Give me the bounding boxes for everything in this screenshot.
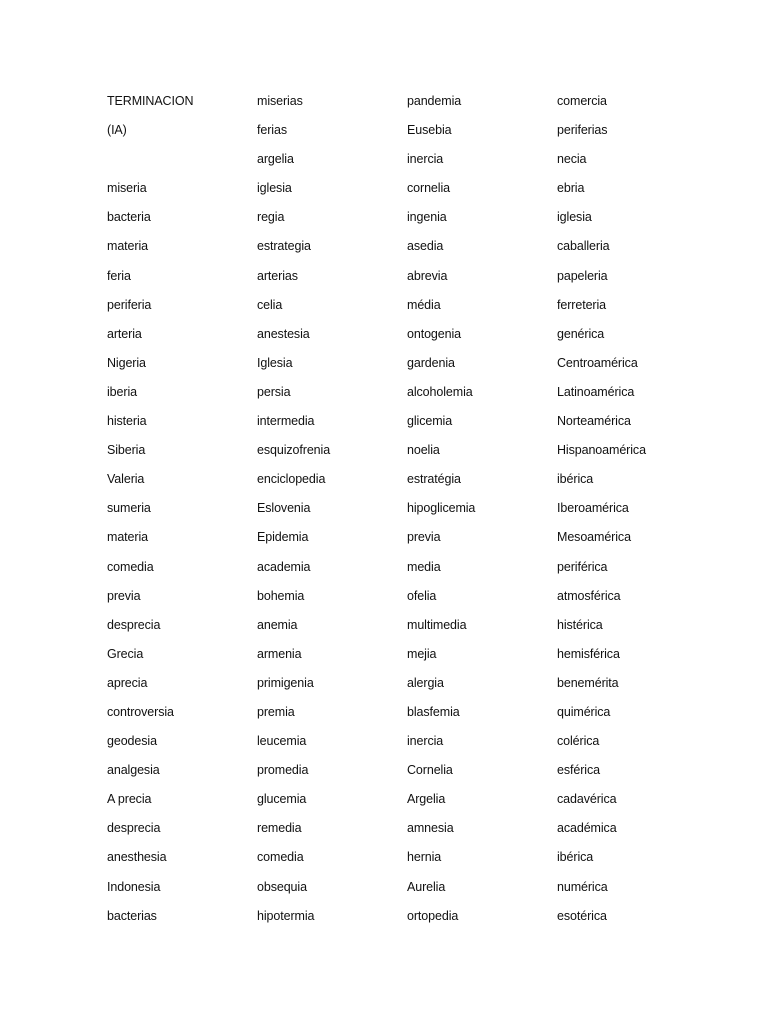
word-item: alcoholemia xyxy=(407,384,473,399)
word-item: estrategia xyxy=(257,239,311,254)
word-item: sumeria xyxy=(107,501,151,516)
word-item: multimedia xyxy=(407,617,467,632)
word-item: periferia xyxy=(107,297,152,312)
word-item: esquizofrenia xyxy=(257,443,331,458)
word-item: promedia xyxy=(257,763,309,778)
word-item: alergia xyxy=(407,675,444,690)
heading-text: TERMINACION xyxy=(107,94,194,108)
word-item: académica xyxy=(557,821,617,836)
word-item: Indonesia xyxy=(107,879,161,894)
word-item: Valeria xyxy=(107,472,145,487)
word-item: Grecia xyxy=(107,646,144,661)
word-item: hernia xyxy=(407,850,442,865)
word-item: Centroamérica xyxy=(557,355,638,370)
word-item: comercia xyxy=(557,94,607,108)
word-item: estratégia xyxy=(407,472,461,487)
word-item: intermedia xyxy=(257,414,315,429)
word-item: comedia xyxy=(257,850,304,865)
word-item: comedia xyxy=(107,559,154,574)
word-item: iglesia xyxy=(557,210,592,225)
word-item: argelia xyxy=(257,152,294,167)
word-item: miserias xyxy=(257,94,303,108)
word-item: atmosférica xyxy=(557,588,621,603)
word-item: remedia xyxy=(257,821,302,836)
word-item: blasfemia xyxy=(407,704,460,719)
word-item: geodesia xyxy=(107,734,157,749)
word-item: inercia xyxy=(407,734,444,749)
word-column-3 xyxy=(407,88,567,932)
word-item: desprecia xyxy=(107,617,161,632)
word-item: controversia xyxy=(107,704,174,719)
word-item: ibérica xyxy=(557,472,594,487)
word-item: caballeria xyxy=(557,239,610,254)
word-item: amnesia xyxy=(407,821,454,836)
word-item: desprecia xyxy=(107,821,161,836)
word-column-2 xyxy=(257,88,417,932)
word-item: feria xyxy=(107,268,131,283)
word-item: papeleria xyxy=(557,268,608,283)
word-item: enciclopedia xyxy=(257,472,326,487)
word-item: hipoglicemia xyxy=(407,501,476,516)
word-item: Eusebia xyxy=(407,123,452,138)
word-item: premia xyxy=(257,704,295,719)
word-item: Argelia xyxy=(407,792,446,807)
word-item: ferreteria xyxy=(557,297,607,312)
word-item: anesthesia xyxy=(107,850,167,865)
word-item: previa xyxy=(407,530,441,545)
word-item: Eslovenia xyxy=(257,501,311,516)
word-item: quimérica xyxy=(557,704,611,719)
word-item: miseria xyxy=(107,181,147,196)
word-item: hipotermia xyxy=(257,908,315,923)
word-item: armenia xyxy=(257,646,302,661)
word-item: histérica xyxy=(557,617,603,632)
word-item: periferias xyxy=(557,123,608,138)
word-item: media xyxy=(407,559,441,574)
word-item: histeria xyxy=(107,414,147,429)
word-item: bacteria xyxy=(107,210,151,225)
word-item: esotérica xyxy=(557,908,607,923)
word-item: leucemia xyxy=(257,734,307,749)
word-item: genérica xyxy=(557,326,605,341)
word-item: ibérica xyxy=(557,850,594,865)
word-item: colérica xyxy=(557,734,600,749)
word-item: Iglesia xyxy=(257,355,293,370)
word-item: bohemia xyxy=(257,588,305,603)
word-item: Hispanoamérica xyxy=(557,443,646,458)
word-item: obsequia xyxy=(257,879,307,894)
word-item: ofelia xyxy=(407,588,437,603)
word-item: inercia xyxy=(407,152,444,167)
word-item: celia xyxy=(257,297,283,312)
word-item: cornelia xyxy=(407,181,450,196)
word-item: glicemia xyxy=(407,414,453,429)
word-item: Aurelia xyxy=(407,879,446,894)
word-column-4 xyxy=(557,88,717,932)
word-item: mejia xyxy=(407,646,437,661)
word-item: Mesoamérica xyxy=(557,530,631,545)
word-item: materia xyxy=(107,530,148,545)
word-item: Cornelia xyxy=(407,763,453,778)
word-item: cadavérica xyxy=(557,792,617,807)
word-item: ingenia xyxy=(407,210,447,225)
word-item: noelia xyxy=(407,443,440,458)
word-item: pandemia xyxy=(407,94,462,108)
word-item: analgesia xyxy=(107,763,160,778)
word-item: gardenia xyxy=(407,355,455,370)
word-item: ebria xyxy=(557,181,585,196)
word-item: iglesia xyxy=(257,181,292,196)
word-item: média xyxy=(407,297,441,312)
word-item: primigenia xyxy=(257,675,314,690)
word-item: academia xyxy=(257,559,311,574)
word-item: hemisférica xyxy=(557,646,620,661)
word-item: persia xyxy=(257,384,291,399)
heading-text: (IA) xyxy=(107,123,127,138)
word-item: esférica xyxy=(557,763,600,778)
word-item: abrevia xyxy=(407,268,448,283)
word-item: arterias xyxy=(257,268,298,283)
word-item: Epidemia xyxy=(257,530,309,545)
word-item: anestesia xyxy=(257,326,310,341)
word-item: asedia xyxy=(407,239,444,254)
word-item: Nigeria xyxy=(107,355,146,370)
word-item: Norteamérica xyxy=(557,414,631,429)
word-item: aprecia xyxy=(107,675,148,690)
word-item: numérica xyxy=(557,879,608,894)
word-item: materia xyxy=(107,239,148,254)
word-item: Latinoamérica xyxy=(557,384,635,399)
word-item: arteria xyxy=(107,326,142,341)
word-item: Iberoamérica xyxy=(557,501,629,516)
word-item: A precia xyxy=(107,792,152,807)
word-item: regia xyxy=(257,210,285,225)
word-item: necia xyxy=(557,152,587,167)
word-item: ferias xyxy=(257,123,287,138)
word-item: bacterias xyxy=(107,908,157,923)
word-item: anemia xyxy=(257,617,298,632)
word-item: ontogenia xyxy=(407,326,462,341)
word-column-1 xyxy=(107,88,267,932)
word-item: glucemia xyxy=(257,792,307,807)
word-item: benemérita xyxy=(557,675,619,690)
word-item: iberia xyxy=(107,384,137,399)
word-item: Siberia xyxy=(107,443,146,458)
word-item: previa xyxy=(107,588,141,603)
word-item: periférica xyxy=(557,559,608,574)
word-item: ortopedia xyxy=(407,908,459,923)
